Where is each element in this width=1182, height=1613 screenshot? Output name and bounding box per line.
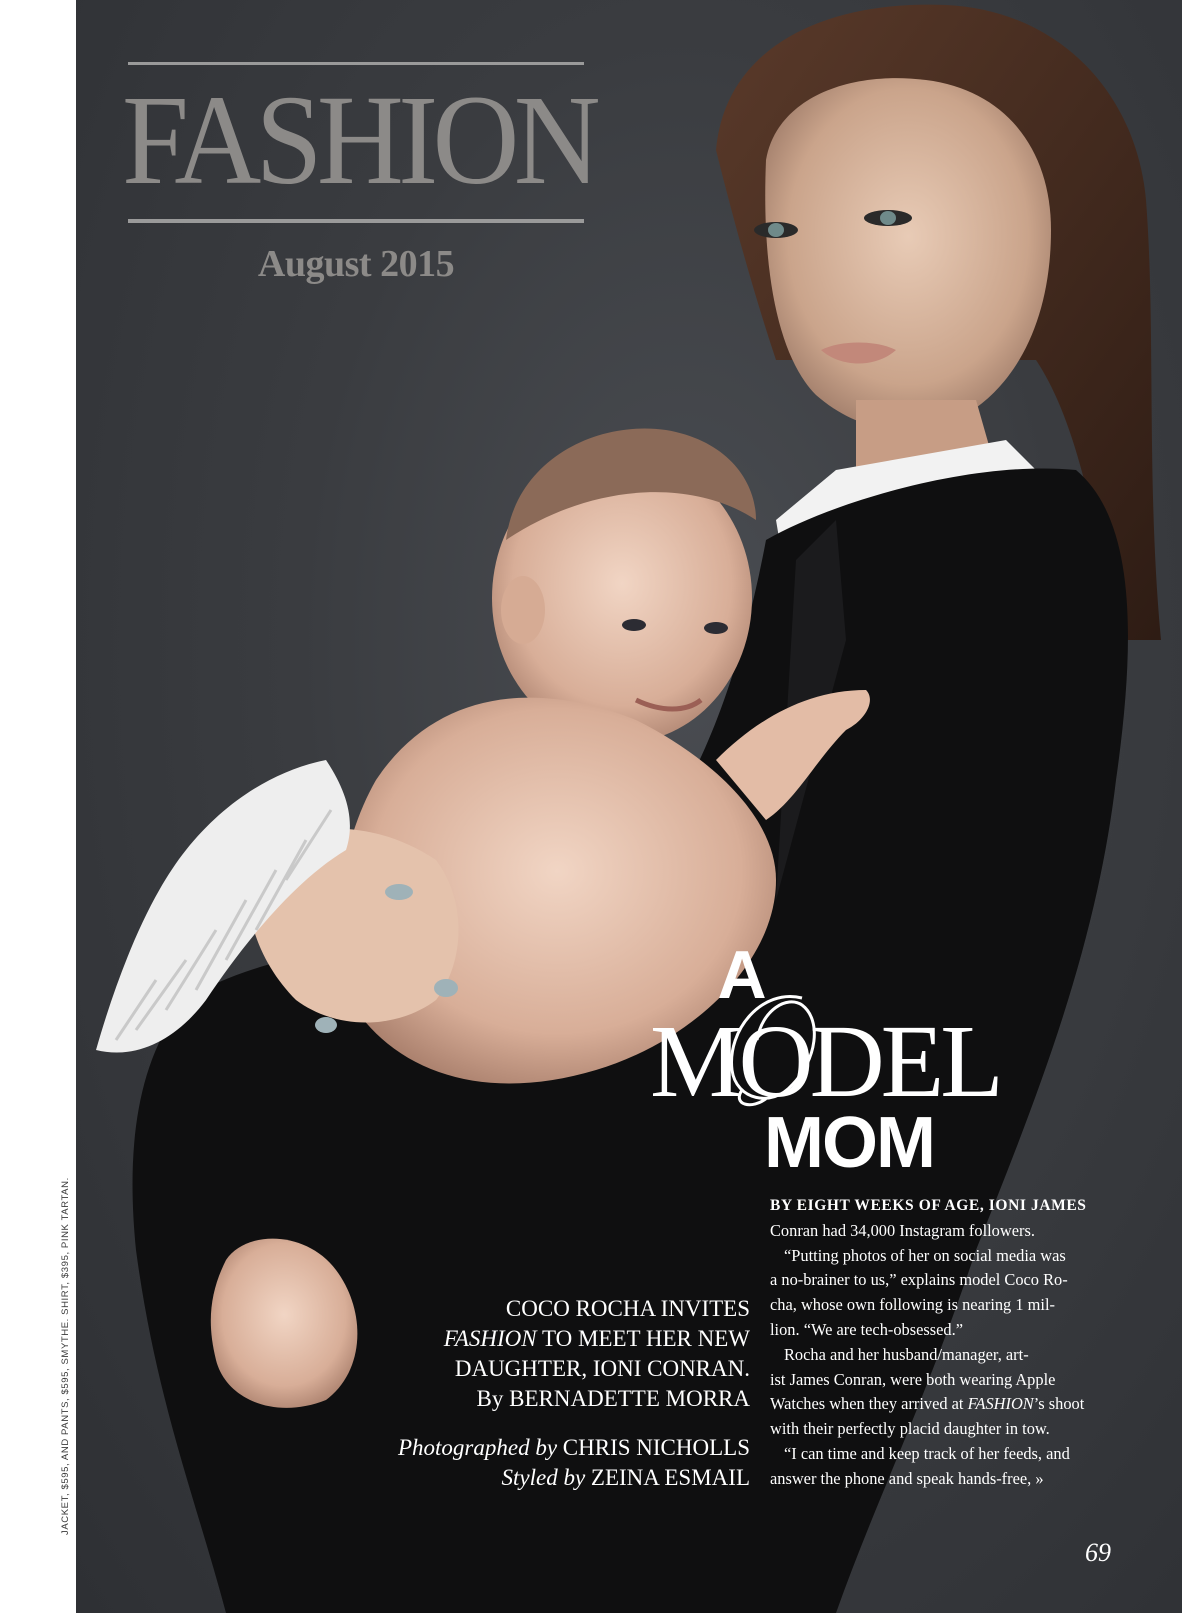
deck-line-3: DAUGHTER, IONI CONRAN. [454, 1356, 750, 1381]
page-number: 69 [1085, 1538, 1111, 1567]
headline-line-3: MOM [764, 1103, 934, 1183]
issue-date: August 2015 [257, 243, 455, 285]
deck-line-2 [330, 1324, 750, 1354]
masthead-rule-top [128, 62, 584, 65]
body-line: with their perfectly placid daughter in tow. [770, 1419, 1050, 1439]
body-line-part: Watches when they arrived at [770, 1394, 968, 1414]
deck-line-1: COCO ROCHA INVITES [505, 1296, 750, 1321]
body-line-continued: answer the phone and speak hands-free, » [770, 1468, 1044, 1488]
stylist-label: Styled by [501, 1465, 586, 1490]
stylist-name: ZEINA ESMAIL [585, 1465, 750, 1490]
left-margin [0, 0, 76, 1613]
body-line: Conran had 34,000 Instagram followers. [770, 1220, 1035, 1240]
photographer-credit [300, 1433, 750, 1463]
body-line: “I can time and keep track of her feeds, and [784, 1443, 1070, 1463]
body-line: lion. “We are tech-obsessed.” [770, 1319, 964, 1339]
body-line: Rocha and her husband/manager, art- [784, 1344, 1029, 1364]
woman-face [765, 78, 1051, 430]
wardrobe-credit: JACKET, $595, AND PANTS, $595, SMYTHE. SHIRT, $395, PINK TARTAN. [60, 1177, 71, 1535]
body-line [770, 1392, 1130, 1417]
body-line: a no-brainer to us,” explains model Coco Ro- [770, 1270, 1068, 1290]
stylist-credit [300, 1463, 750, 1493]
body-line: “Putting photos of her on social media was [784, 1245, 1066, 1265]
photographer-label: Photographed by [397, 1435, 558, 1460]
deck-line-2-rest: TO MEET HER NEW [536, 1326, 750, 1351]
headline-line-1: A [717, 937, 767, 1013]
headline-swash-ornament [722, 990, 832, 1110]
photo-credits [300, 1433, 750, 1493]
deck-byline: By BERNADETTE MORRA [476, 1386, 750, 1411]
body-lead: BY EIGHT WEEKS OF AGE, IONI JAMES [770, 1197, 1087, 1214]
article-deck [330, 1294, 750, 1414]
body-magazine-name: FASHION [967, 1394, 1034, 1414]
masthead-rule-bottom [128, 219, 584, 223]
body-line: cha, whose own following is nearing 1 mil- [770, 1295, 1055, 1315]
masthead-title: FASHION [122, 69, 596, 211]
body-line: ist James Conran, were both wearing Apple [770, 1369, 1056, 1389]
article-body [770, 1194, 1130, 1492]
body-line-part: ’s shoot [1033, 1394, 1085, 1414]
deck-magazine-name: FASHION [443, 1326, 537, 1351]
photographer-name: CHRIS NICHOLLS [557, 1435, 750, 1460]
headline-line-2: MODEL [650, 1004, 1000, 1119]
